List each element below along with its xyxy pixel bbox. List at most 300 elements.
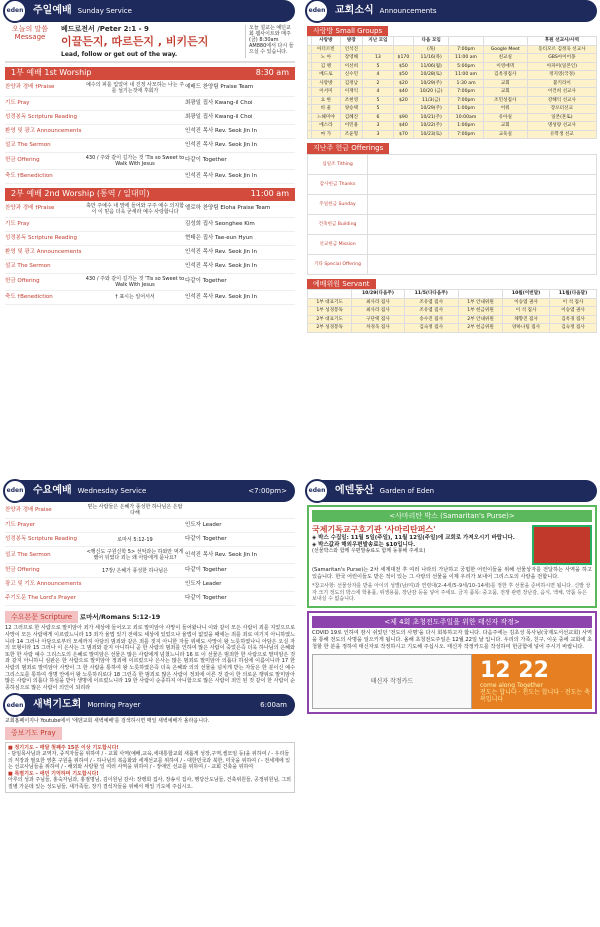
pledge-card: 태신자 작정카드 xyxy=(312,654,472,709)
table-cell: 양승택 xyxy=(340,105,362,114)
order-row xyxy=(5,139,295,153)
table-cell: 2부 성경봉독 xyxy=(308,324,352,333)
worship2-bar xyxy=(5,188,295,201)
order-a: 환영 및 광고 Announcements xyxy=(5,248,82,255)
table-row xyxy=(308,71,597,80)
news-header xyxy=(307,0,597,22)
worship2-time: 11:00 am xyxy=(250,189,289,199)
order-c: 다같이 Together xyxy=(185,278,227,285)
table-cell: 1부 헌금위원 xyxy=(458,307,502,316)
table-row xyxy=(308,96,597,105)
table-cell: 사랑방 xyxy=(312,79,341,88)
eden-logo-icon: eden xyxy=(3,0,27,23)
samaritan-l1: ◈ 박스 수집일: 11월 5일(주일), 11월 12일(주일)에 교회로 가져오시기 바랍니다. xyxy=(312,534,515,541)
table-header xyxy=(308,290,597,299)
gift-box-icon xyxy=(532,525,592,565)
table-row xyxy=(308,214,597,234)
eden-logo-icon: eden xyxy=(305,0,329,23)
table-cell: 10/28(토) xyxy=(414,71,449,80)
table-cell: 7:00pm xyxy=(449,130,483,139)
prayer-label: 중보기도 Pray xyxy=(5,727,62,739)
offerings-table xyxy=(307,154,597,275)
table-row xyxy=(308,298,597,307)
table-cell: Google Meet xyxy=(483,45,527,54)
table-header xyxy=(308,37,597,46)
table-cell: 최사라 집사 xyxy=(352,298,404,307)
table-head-cell: 11/5(다다음주) xyxy=(404,290,458,299)
order-a: 축도 †Benediction xyxy=(5,172,53,179)
table-cell: 교회 xyxy=(483,79,527,88)
table-cell: 김숙정 집사 xyxy=(404,324,458,333)
samaritan-top xyxy=(312,525,592,565)
table-cell: 11/06(월) xyxy=(414,62,449,71)
table-row xyxy=(308,154,597,174)
table-cell xyxy=(363,45,394,54)
table-cell: 2부 헌금위원 xyxy=(458,324,502,333)
table-cell: 4 xyxy=(363,88,394,97)
order-a: 헌금 Offering xyxy=(5,278,40,285)
table-row xyxy=(308,88,597,97)
table-cell: 동티모르 김정욱 선교사 xyxy=(527,45,596,54)
table-cell: 에스라 xyxy=(312,122,341,131)
table-cell: 십일조 Tithing xyxy=(308,154,368,174)
order-c: 인석진 목사 Rev. Seok Jin In xyxy=(185,262,258,269)
order-c: 다같이 Together xyxy=(185,595,227,602)
order-c: 인도자 Leader xyxy=(185,522,222,529)
small-groups-label: 사랑방 Small Groups xyxy=(307,26,388,36)
order-a: 환영 및 광고 Announcements xyxy=(5,127,82,134)
wed-scripture-ref: 로마서/Romans 5:12-19 xyxy=(79,613,161,621)
prayer-regular-items: - 담임목사님과 교역자, 중직자들을 위하여 / - 교회 사역(예배,교육,세대통합교회 새롭게 성장,구역,셀모임 등)을 위하여 / - 우리들의 직장과 필요한 영혼 구원을 위하여 / - 하나님의 복음화와 세계선교를 위하여 / - 대한민국과 북한, 미국을 위하여 / - 전세계에 있는 선교사님들을 위하여 / - 해외와 사랑할 일 여러 사역을 위하여 / - 장애인 선교를 위하여 / - 교회 건축을 위하여 xyxy=(8,751,291,771)
order-c: 인석진 목사 Rev. Seok Jin In xyxy=(185,551,258,558)
news-subtitle: Announcements xyxy=(379,6,437,15)
sermon-en: Lead, follow or get out of the way. xyxy=(61,50,178,58)
eden-logo-icon: eden xyxy=(3,693,27,717)
table-cell: 7:00pm xyxy=(449,88,483,97)
table-cell xyxy=(368,214,597,234)
table-cell: 1:30 am xyxy=(449,79,483,88)
worship1-title: 1부 예배 1st Worship xyxy=(11,68,92,78)
table-cell: 이 석 집사 xyxy=(550,298,597,307)
order-a: 설교 The Sermon xyxy=(5,551,51,558)
table-cell xyxy=(368,254,597,274)
prayer-special: ■ 특별기도 – 애민 기억하며 기도합시다! xyxy=(8,770,99,777)
sunday-title: 주일예배 xyxy=(33,5,72,16)
order-c: 다같이 Together xyxy=(185,157,227,164)
order-a: 기도 Prayer xyxy=(5,522,36,529)
eden-header xyxy=(307,480,597,502)
wed-time: <7:00pm> xyxy=(248,486,287,495)
table-cell: 2 xyxy=(363,79,394,88)
table-cell: 송수진 집사 xyxy=(404,315,458,324)
offerings-label: 지난주 헌금 Offerings xyxy=(307,143,389,153)
table-cell: 선교헌금 Mission xyxy=(308,234,368,254)
table-cell: 이영애댁 xyxy=(483,62,527,71)
invite-graphic xyxy=(472,654,592,709)
wed-scripture-text: 12 그러므로 한 사람으로 말미암아 죄가 세상에 들어오고 죄로 말미암아 사망이 들어왔나니 이와 같이 모든 사람이 죄를 지었으므로 사망이 모든 사람에게 이르렀느니라 13 죄가 율법 있기 전에도 세상에 있었으나 율법이 없었을 때에는 죄를 죄로 여기지 아니하였느니라 14 그러나 아담으로부터 모세까지 아담의 범죄와 같은 죄를 짓지 아니한 자들 위에도 사망이 왕 노릇하였나니 아담은 오실 자의 모형이라 15 그러나 이 은사는 그 범죄와 같지 아니하니 곧 한 사람의 범죄를 인하여 많은 사람이 죽었은즉 더욱 하나님의 은혜와 또한 한 사람 예수 그리스도의 은혜로 말미암은 선물은 많은 사람에게 넘쳤느니라 16 또 이 선물은 범죄한 한 사람으로 말미암은 것과 같지 아니하니 심판은 한 사람으로 말미암아 정죄에 이르렀으나 은사는 많은 범죄로 말미암아 의롭다 하심에 이름이니라 17 한 사람의 범죄로 말미암아 사망이 그 한 사람을 통하여 왕 노릇하였은즉 더욱 은혜와 의의 선물을 넘치게 받는 자들은 한 분이신 예수 그리스도를 통하여 생명 안에서 왕 노릇하리로다 18 그런즉 한 범죄로 많은 사람이 정죄에 이른 것 같이 한 의로운 행위로 말미암아 많은 사람이 의롭다 하심을 받아 생명에 이르렀느니라 19 한 사람이 순종하지 아니함으로 많은 사람이 죄인 된 것 같이 한 사람이 순종하심으로 많은 사람이 의인이 되리라 xyxy=(5,625,295,691)
samaritan-head: 국제기독교구호기관 '사마리탄퍼스' xyxy=(312,525,436,535)
order-a: 찬양과 경배 Praise xyxy=(5,506,52,513)
table-cell: 유학생 선교 xyxy=(527,130,596,139)
order-a: 성경봉독 Scripture Reading xyxy=(5,234,78,241)
dawn-header xyxy=(5,694,295,716)
sentinel-para: COVID 19로 인하여 잠시 쉬었던 '전도의 사명'을 다시 회복하고자 합니다. 다음주에는 김초성 목사님(국제도서선교회) 사역을 통해 전도의 사명을 일으키게 됩니다. 올해 초청전도주일은 12월 22일 날 입니다. 우리의 가족, 친구, 이웃 중에 교회에 초청할 한 분을 정하여 태신자로 작정하시고 기도해 주십시오. 태신자 작정카드를 작성하여 헌금함에 넣어 주시기 바랍니다. xyxy=(312,630,592,651)
table-cell: 구단택 집사 xyxy=(352,315,404,324)
news-title: 교회소식 xyxy=(335,5,374,16)
samaritan-l3: (선물박스와 함께 우편발송료도 함께 동봉해 주세요) xyxy=(312,548,426,555)
table-cell: $40 xyxy=(393,88,413,97)
message-main xyxy=(55,25,245,58)
table-row xyxy=(308,54,597,63)
table-cell: 기타 Special Offering xyxy=(308,254,368,274)
order-row xyxy=(5,592,295,606)
table-cell: 조현영 xyxy=(340,96,362,105)
worship1-time: 8:30 am xyxy=(255,68,289,78)
order-row xyxy=(5,260,295,274)
table-cell: 이승엽 권사 xyxy=(550,307,597,316)
table-row xyxy=(308,45,597,54)
table-row xyxy=(308,105,597,114)
table-cell: 김옥경집사 xyxy=(483,71,527,80)
table-cell: 조유엽 집사 xyxy=(404,298,458,307)
table-cell: 어워 xyxy=(483,105,527,114)
sermon-note: 오늘 설교는 예던교회 웹사이트와 매주(금) 8:30am AM880에서 다시 들으실 수 있습니다. xyxy=(245,25,295,58)
order-b: 430 / 주와 같이 길가는 것 'Tis so Sweet to Walk With Jesus xyxy=(85,154,185,167)
table-head-cell: 방장 xyxy=(340,37,362,46)
order-a: 헌금 Offering xyxy=(5,157,40,164)
samaritan-para: (Samaritan's Purse)는 2차 세계대전 후 여러 나라의 가난하고 궁핍한 어린이들을 위해 선물상자를 전달하는 사역을 하고 있습니다. 한국 어린이들도 받은 적이 있는 그 사랑의 선물을 이제 우리가 보내어 그리스도의 사랑을 전합니다. xyxy=(312,567,592,581)
table-cell: 1부 안내위원 xyxy=(458,298,502,307)
left-column xyxy=(5,0,295,305)
dawn-note: 교회홈페이지나 Youtube에서 '에덴교회 새벽예배'를 검색하시면 매일 새벽예배가 올라옵니다. xyxy=(5,718,210,725)
table-head-cell: 11월(다음달) xyxy=(550,290,597,299)
prayer-special-text: 아루의 성과 주님들, 홍숙자님과, 홍점명님, 김이원님 감사: 장맹희 집사, 장송식 집사, 행당산도님들, 건축위원들, 공정위원님, 그외 질병 가운데 있는 성도님들, 새가족들, 장기 결석자들을 위해서 매일 기도에 주십시오. xyxy=(8,777,291,790)
table-cell: 5 xyxy=(363,96,394,105)
table-head-cell: 다음 모임 xyxy=(414,37,449,46)
order-c: 김성희 집사 Seonghee Kim xyxy=(185,220,255,227)
table-cell: 장영해 xyxy=(340,54,362,63)
table-cell: 11:00 am xyxy=(449,54,483,63)
order-row xyxy=(5,519,295,533)
order-c: 인도자 Leader xyxy=(185,581,222,588)
order-row xyxy=(5,274,295,291)
prayer-regular: ■ 정기기도 – 매달 첫째주 15분 이상 기도합시다! xyxy=(8,744,119,751)
table-cell: 11/16(목) xyxy=(414,54,449,63)
table-row xyxy=(308,194,597,214)
table-cell: 13 xyxy=(363,54,394,63)
table-cell: 2부 대표기도 xyxy=(308,315,352,324)
order-row xyxy=(5,153,295,170)
table-cell: 5:00pm xyxy=(449,62,483,71)
table-cell: 신수민 xyxy=(340,71,362,80)
table-cell: 6 xyxy=(363,113,394,122)
order-a: 광고 및 기도 Announcements xyxy=(5,581,82,588)
wed-scripture-label: 수요본문 Scripture xyxy=(5,611,78,623)
order-row xyxy=(5,111,295,125)
sunday-subtitle: Sunday Service xyxy=(77,6,132,15)
table-cell: 아파미(일본인) xyxy=(527,62,596,71)
table-cell: 주일헌금 Sunday xyxy=(308,194,368,214)
order-a: 기도 Pray xyxy=(5,99,30,106)
table-cell: GBS아이어몽 xyxy=(527,54,596,63)
message-label-ko: 오늘의 말씀 xyxy=(11,25,49,33)
order-c: 다같이 Together xyxy=(185,536,227,543)
dawn-time: 6:00am xyxy=(260,701,287,710)
table-cell: 김정남 xyxy=(340,79,362,88)
samaritan-box xyxy=(307,505,597,608)
message-label xyxy=(5,25,55,58)
table-cell: 1부 성경봉독 xyxy=(308,307,352,316)
scripture-ref: 베드로전서 /Peter 2:1 - 9 xyxy=(61,25,149,33)
wednesday-section xyxy=(5,480,295,793)
order-c: 인석진 목사 Rev. Seok Jin In xyxy=(185,248,258,255)
table-cell: 건축헌금 Building xyxy=(308,214,368,234)
table-cell: 교회 xyxy=(483,88,527,97)
order-a: 설교 The Sermon xyxy=(5,141,51,148)
table-cell: 최사라 집사 xyxy=(352,307,404,316)
samaritan-note: *참고사항: 선물상자를 받을 아이의 성별(남/여)과 연령대(2–4세/5–9세/10–14세)를 정한 후 선물을 준비하시면 됩니다. 신발 상자 크기 정도의 박스에 학용품, 위생용품, 장난감 등을 넣어 주세요. 금지 품목: 중고품, 전쟁 관련 장난감, 음식, 액체, 약품 등은 보내실 수 없습니다. xyxy=(312,583,591,603)
table-cell: 김옥경 집사 xyxy=(550,315,597,324)
table-cell: 10/21(주) xyxy=(414,113,449,122)
table-cell: 11/3(금) xyxy=(414,96,449,105)
order-b: 17장/ 은혜가 풍성한 하나님은 xyxy=(102,567,168,574)
table-cell: 유아실 xyxy=(483,113,527,122)
message-box xyxy=(5,22,295,63)
servant-label: 예배위원 Servant xyxy=(307,279,376,289)
order-row xyxy=(5,170,295,184)
wed-subtitle: Wednesday Service xyxy=(77,486,147,495)
order-c: 다같이 Together xyxy=(185,567,227,574)
table-row xyxy=(308,307,597,316)
worship2-order xyxy=(5,201,295,305)
table-cell: 양하나팀 집사 xyxy=(503,324,550,333)
samaritan-l2: ◈ 박스값과 해외우편발송료는 $10입니다. xyxy=(312,541,416,548)
order-b: <행신도 구원신학 5> 선악과는 하와만 먹게 했어 뒤였다 죄는 왜 아담에게 묻나요? xyxy=(86,549,184,561)
table-head-cell: 10월(이번달) xyxy=(503,290,550,299)
table-cell: 이승엽 권사 xyxy=(503,298,550,307)
order-row xyxy=(5,232,295,246)
order-c: 현태은 집사 Tae-eun Hyun xyxy=(185,234,253,241)
table-cell: $70 xyxy=(393,130,413,139)
table-row xyxy=(308,174,597,194)
table-head-cell: 후원 선교사/사역 xyxy=(527,37,596,46)
table-head-cell xyxy=(308,290,352,299)
table-cell: 조윤형 xyxy=(340,130,362,139)
table-cell: 감사헌금 Thanks xyxy=(308,174,368,194)
table-row xyxy=(308,315,597,324)
eden-logo-icon: eden xyxy=(3,479,27,503)
order-row xyxy=(5,547,295,564)
table-cell xyxy=(368,174,597,194)
table-cell: 김 맹 xyxy=(312,62,341,71)
table-cell: 차경욱 집사 xyxy=(352,324,404,333)
table-cell xyxy=(393,45,413,54)
order-row xyxy=(5,564,295,578)
order-c: 인석진 목사 Rev. Seok Jin In xyxy=(185,293,258,300)
table-head-cell xyxy=(483,37,527,46)
table-cell: $170 xyxy=(393,54,413,63)
table-head-cell xyxy=(393,37,413,46)
order-a: 성경봉독 Scripture Reading xyxy=(5,113,78,120)
table-row xyxy=(308,254,597,274)
table-cell: 정지영(국경) xyxy=(527,71,596,80)
table-cell: $20 xyxy=(393,79,413,88)
order-row xyxy=(5,502,295,519)
table-cell: 조유엽 집사 xyxy=(404,307,458,316)
table-cell xyxy=(368,154,597,174)
table-cell: 이건희 선교사 xyxy=(527,88,596,97)
table-cell: 장포터선교 xyxy=(527,105,596,114)
message-label-en: Message xyxy=(14,33,46,42)
table-cell: 불키라이 xyxy=(527,79,596,88)
table-cell: 교육실 xyxy=(483,130,527,139)
table-cell xyxy=(368,194,597,214)
prayer-box xyxy=(5,742,295,794)
table-cell: 10/29(주) xyxy=(414,79,449,88)
eden-title: 에덴동산 xyxy=(335,485,374,496)
order-b: 로마서 5:12-19 xyxy=(117,536,153,543)
table-cell: 10:00am xyxy=(449,113,483,122)
samaritan-title: <사마리탄 박스 (Samaritan's Purse)> xyxy=(312,510,592,522)
order-row xyxy=(5,246,295,260)
table-cell: 5 xyxy=(363,105,394,114)
order-row xyxy=(5,97,295,111)
order-b: † 표시는 일어서서 xyxy=(115,294,155,301)
table-cell: 강해익 선교사 xyxy=(527,96,596,105)
servant-table xyxy=(307,289,597,333)
table-cell: 4 xyxy=(363,71,394,80)
wed-header xyxy=(5,480,295,502)
table-row xyxy=(308,324,597,333)
table-cell: 요 한 xyxy=(312,96,341,105)
order-row xyxy=(5,218,295,232)
sentinel-ad xyxy=(312,654,592,709)
order-c: 엘로하 찬양팀 Eloha Praise Team xyxy=(185,205,271,212)
table-cell: 노 아 xyxy=(312,54,341,63)
table-cell: 10/22(주) xyxy=(414,122,449,131)
order-a: 축도 †Benediction xyxy=(5,293,53,300)
invite-date: 12 22 xyxy=(480,658,549,684)
table-cell: $90 xyxy=(393,113,413,122)
table-cell: 김숙정 집사 xyxy=(550,324,597,333)
table-cell: 11:00 am xyxy=(449,71,483,80)
table-cell xyxy=(393,105,413,114)
table-cell: 이선희 xyxy=(340,62,362,71)
table-cell: 1부 대표기도 xyxy=(308,298,352,307)
order-a: 주기도문 The Lord's Prayer xyxy=(5,595,76,602)
table-cell: 베드로 xyxy=(312,71,341,80)
order-row xyxy=(5,80,295,97)
order-c: 최광일 집사 Kwang-il Choi xyxy=(185,99,253,106)
worship2-title: 2부 예배 2nd Worship (통역 / 일대미) xyxy=(11,189,150,199)
table-cell: 10/20 (금) xyxy=(414,88,449,97)
eden-section xyxy=(307,480,597,714)
order-a: 찬양과 경배 †Praise xyxy=(5,84,55,91)
table-cell: 이재익 xyxy=(340,88,362,97)
table-cell: 1:00pm xyxy=(449,122,483,131)
table-cell: 채향진 집사 xyxy=(503,315,550,324)
invite-sub: come along Together xyxy=(480,682,544,690)
table-head-cell xyxy=(458,290,502,299)
table-head-cell: 10/29(다음주) xyxy=(352,290,404,299)
table-cell: 조민성집사 xyxy=(483,96,527,105)
table-cell xyxy=(368,234,597,254)
table-cell: 인석진 xyxy=(340,45,362,54)
table-cell: 1:00pm xyxy=(449,105,483,114)
order-c: 인석진 목사 Rev. Seok Jin In xyxy=(185,172,258,179)
sentinel-box xyxy=(307,611,597,714)
table-row xyxy=(308,79,597,88)
right-column xyxy=(307,0,597,333)
order-a: 성경봉독 Scripture Reading xyxy=(5,536,78,543)
order-c: 예배드 찬양팀 Praise Team xyxy=(185,84,254,91)
table-cell: 3 xyxy=(363,130,394,139)
order-a: 설교 The Sermon xyxy=(5,262,51,269)
small-groups-table xyxy=(307,36,597,139)
sunday-header xyxy=(5,0,295,22)
table-cell: 7:00pm xyxy=(449,96,483,105)
sermon-title: 이끌든지, 따르든지 , 비키든지 xyxy=(61,35,209,49)
order-row xyxy=(5,533,295,547)
table-cell: 바 울 xyxy=(312,105,341,114)
order-a: 헌금 Offering xyxy=(5,567,40,574)
table-cell: 친교실 xyxy=(483,54,527,63)
order-row xyxy=(5,125,295,139)
worship1-order xyxy=(5,80,295,184)
wed-order xyxy=(5,502,295,606)
table-cell: 아더르빈 xyxy=(312,45,341,54)
wed-scripture-head xyxy=(5,608,295,623)
table-row xyxy=(308,130,597,139)
table-cell: 7:00pm xyxy=(449,45,483,54)
order-b: 축만 주예수 내 맘에 들어와 구주 예수 의지함이 이 믿음 더욱 굳세라 예수 사랑합니다 xyxy=(85,202,185,215)
samaritan-info xyxy=(312,525,528,565)
table-cell: (목) xyxy=(414,45,449,54)
table-cell: 일본(혼또) xyxy=(527,113,596,122)
sentinel-title: <제 4회 초청전도주일을 위한 태신자 작정> xyxy=(312,616,592,628)
table-cell: 2부 안내위원 xyxy=(458,315,502,324)
table-cell: 이민용 xyxy=(340,122,362,131)
table-cell: 교회 xyxy=(483,122,527,131)
wed-title: 수요예배 xyxy=(33,485,72,496)
table-cell: 느헤미야 xyxy=(312,113,341,122)
table-head-cell xyxy=(449,37,483,46)
table-cell: 3 xyxy=(363,122,394,131)
table-cell: $20 xyxy=(393,96,413,105)
table-head-cell: 지난 모임 xyxy=(363,37,394,46)
table-row xyxy=(308,113,597,122)
table-cell: 명성량 선교사 xyxy=(527,122,596,131)
table-cell: 김혜진 xyxy=(340,113,362,122)
worship1-bar xyxy=(5,67,295,80)
order-b: 430 / 주와 같이 길가는 것 'Tis so Sweet to Walk With Jesus xyxy=(85,275,185,288)
table-cell: 10/29(주) xyxy=(414,105,449,114)
table-cell: $50 xyxy=(393,71,413,80)
dawn-subtitle: Morning Prayer xyxy=(87,701,141,710)
order-row xyxy=(5,578,295,592)
dawn-title: 새벽기도회 xyxy=(33,699,82,711)
order-b: 예수의 피를 입었어 내 진정 사모하는 나는 주를 섬기는것에 후회가 xyxy=(85,81,185,94)
order-a: 찬양과 경배 †Praise xyxy=(5,205,55,212)
order-b: 믿는 사람들은 은혜가 풍성한 하나님은 은탑 다해 xyxy=(87,504,183,516)
invite-slogan: 전도는 합니다 · 전도는 합니다 · 전도는 축복입니다 xyxy=(480,689,590,704)
table-cell: $40 xyxy=(393,122,413,131)
order-row xyxy=(5,201,295,218)
order-c: 인석진 목사 Rev. Seok Jin In xyxy=(185,127,258,134)
table-cell: 마 가 xyxy=(312,130,341,139)
table-cell: 10/23(토) xyxy=(414,130,449,139)
eden-logo-icon: eden xyxy=(305,479,329,503)
